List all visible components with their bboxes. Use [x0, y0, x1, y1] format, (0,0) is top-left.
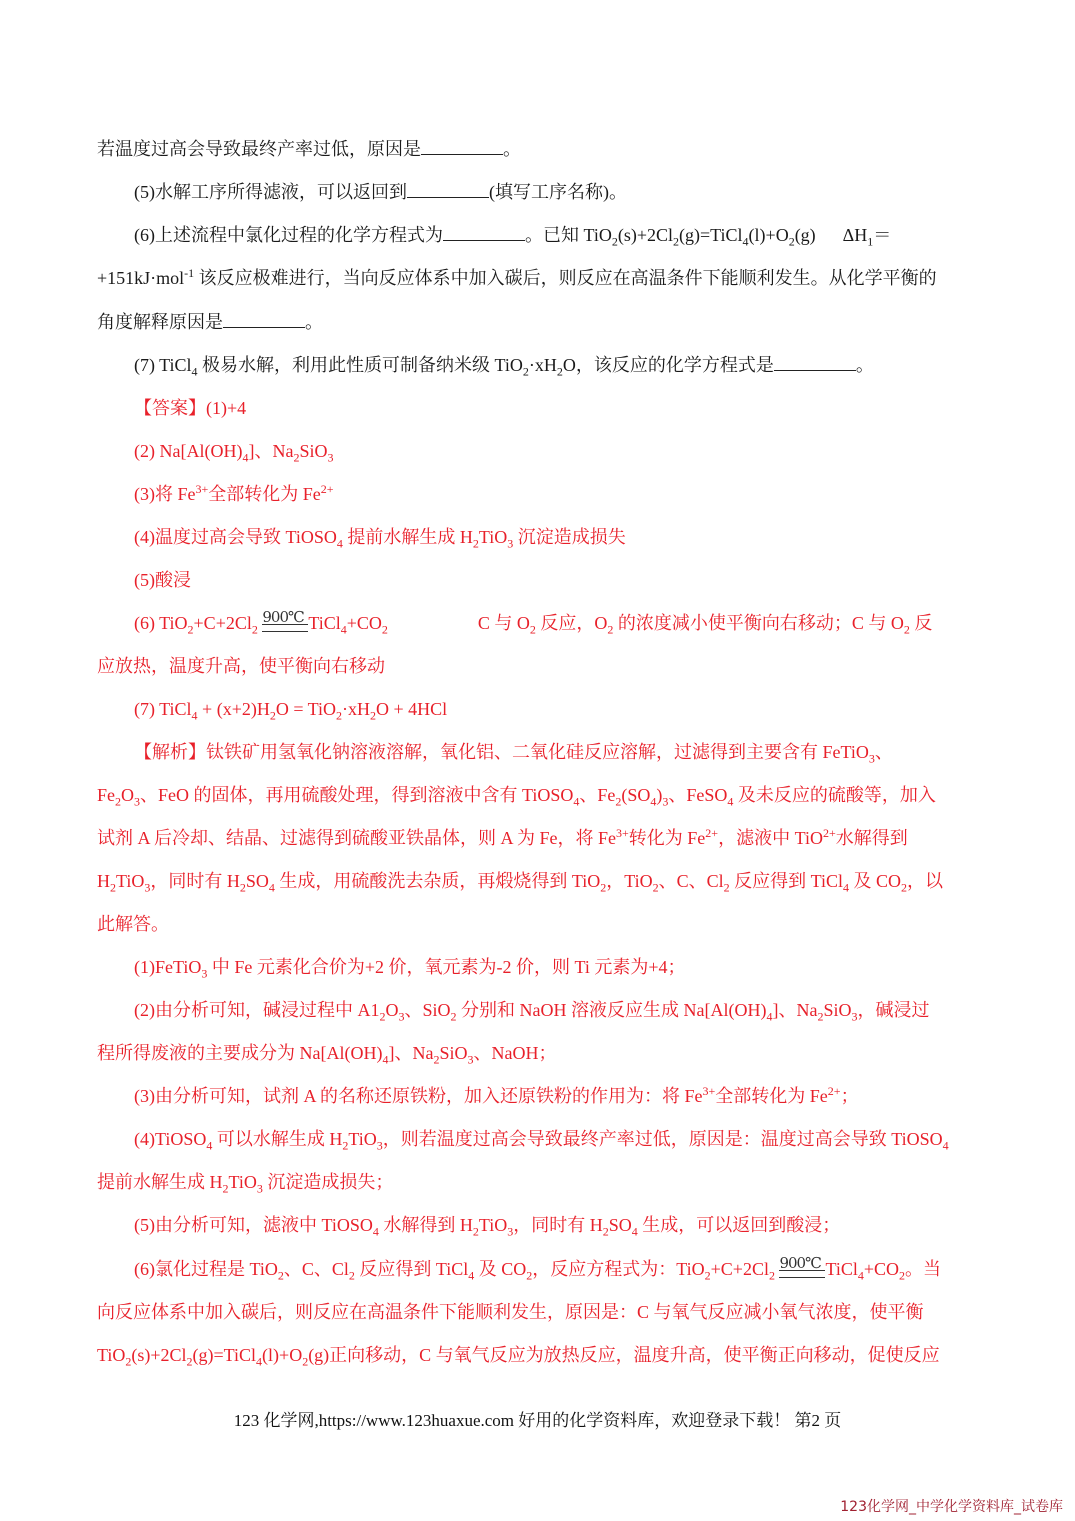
text-line: 若温度过高会导致最终产率过低，原因是 。: [97, 139, 521, 159]
text-line: 【解析】钛铁矿用氢氧化钠溶液溶解，氧化铝、二氧化硅反应溶解，过滤得到主要含有 FeTiO$_3$、: [134, 742, 893, 766]
text-line: (2) $Na[Al(OH)_4]$、$Na_2SiO_3$: [134, 441, 334, 465]
page-footer: 123 化学网,https://www.123huaxue.com 好用的化学资料库，欢迎登录下载！ 第2 页: [233, 1411, 842, 1430]
text-line: (6)上述流程中氯化过程的化学方程式为 。已知 $TiO_2(s)+2Cl_2(g)=TiCl_4(l)+O_2(g)$ $\Delta H_1=$: [134, 225, 892, 249]
text-line: 程所得废液的主要成分为 $Na[Al(OH)_4]$、$Na_2SiO_3$、NaOH；: [97, 1043, 557, 1067]
text-line: (5)水解工序所得滤液，可以返回到 (填写工序名称)。: [134, 182, 627, 202]
text-line: (7) TiCl$_4$ 极易水解，利用此性质可制备纳米级 $TiO_2\cdot xH_2O$，该反应的化学方程式是 。: [134, 355, 874, 379]
text-line: $TiO_2(s)+2Cl_2(g)=TiCl_4(l)+O_2(g)$正向移动，C 与氧气反应为放热反应，温度升高，使平衡正向移动，促使反应: [97, 1345, 940, 1369]
answer-blank: [443, 224, 525, 241]
reaction-condition-arrow: 900℃: [262, 612, 308, 632]
answer-blank: [774, 354, 856, 371]
answer-blank: [421, 138, 503, 155]
answer-blank: [223, 311, 305, 328]
text-line: (7) TiCl$_4$ + $(x+2)H_2O = TiO_2\cdot xH_2O + 4HCl$: [134, 699, 448, 723]
text-line: (3)将 $Fe^{3+}$全部转化为 $Fe^{2+}$: [134, 482, 334, 504]
text-line: (1)FeTiO$_3$ 中 Fe 元素化合价为+2 价，氧元素为-2 价，则 Ti 元素为+4；: [134, 957, 686, 981]
reaction-condition-arrow: 900℃: [779, 1258, 825, 1278]
text-line: (5)酸浸: [134, 570, 191, 590]
site-watermark: 123化学网_中学化学资料库_试卷库: [840, 1499, 1063, 1515]
text-line: (4)温度过高会导致 TiOSO$_4$ 提前水解生成 $H_2TiO_3$ 沉淀造成损失: [134, 527, 626, 551]
answer-blank: [407, 181, 489, 198]
text-line: $Fe_2O_3$、FeO 的固体，再用硫酸处理，得到溶液中含有 TiOSO$_4$、$Fe_2(SO_4)_3$、FeSO$_4$ 及未反应的硫酸等，加入: [97, 785, 936, 809]
text-line: 应放热，温度升高，使平衡向右移动: [97, 656, 385, 676]
text-line: (5)由分析可知，滤液中 TiOSO$_4$ 水解得到 $H_2TiO_3$，同时有 $H_2SO_4$ 生成，可以返回到酸浸；: [134, 1215, 841, 1239]
text-line: (6)氯化过程是 TiO$_2$、C、$Cl_2$ 反应得到 TiCl$_4$ 及 $CO_2$，反应方程式为：$TiO_2+C+2Cl_2$ 900℃ $TiCl_4+CO_2$。当: [134, 1254, 941, 1283]
text-line: +151kJ·mol$^{-1}$ 该反应极难进行，当向反应体系中加入碳后，则反应在高温条件下能顺利发生。从化学平衡的: [97, 266, 937, 288]
text-line: 【答案】(1)+4: [134, 398, 247, 418]
text-line: (2)由分析可知，碱浸过程中 $A1_2O_3$、SiO$_2$ 分别和 NaOH 溶液反应生成 $Na[Al(OH)_4]$、$Na_2SiO_3$，碱浸过: [134, 1000, 930, 1024]
text-line: 向反应体系中加入碳后，则反应在高温条件下能顺利发生，原因是：C 与氧气反应减小氧气浓度，使平衡: [97, 1302, 924, 1322]
text-line: (4)TiOSO$_4$ 可以水解生成 $H_2TiO_3$，则若温度过高会导致最终产率过低，原因是：温度过高会导致 TiOSO$_4$: [134, 1129, 949, 1153]
text-line: $H_2TiO_3$，同时有 $H_2SO_4$ 生成，用硫酸洗去杂质，再煅烧得到 TiO$_2$，TiO$_2$、C、$Cl_2$ 反应得到 TiCl$_4$ 及 $CO_2$，以: [97, 871, 944, 895]
text-line: 提前水解生成 $H_2TiO_3$ 沉淀造成损失；: [97, 1172, 394, 1196]
text-line: (6) $TiO_2+C+2Cl_2$ 900℃ $TiCl_4+CO_2$ C 与 $O_2$ 反应，$O_2$ 的浓度减小使平衡向右移动；C 与 $O_2$ 反: [134, 608, 933, 637]
text-line: (3)由分析可知，试剂 A 的名称还原铁粉，加入还原铁粉的作用为：将 $Fe^{3+}$全部转化为 $Fe^{2+}$；: [134, 1084, 859, 1106]
text-line: 试剂 A 后冷却、结晶、过滤得到硫酸亚铁晶体，则 A 为 Fe，将 $Fe^{3+}$转化为 $Fe^{2+}$，滤液中 TiO$^{2+}$水解得到: [97, 826, 908, 848]
text-line: 角度解释原因是 。: [97, 312, 323, 332]
text-line: 此解答。: [97, 914, 169, 934]
